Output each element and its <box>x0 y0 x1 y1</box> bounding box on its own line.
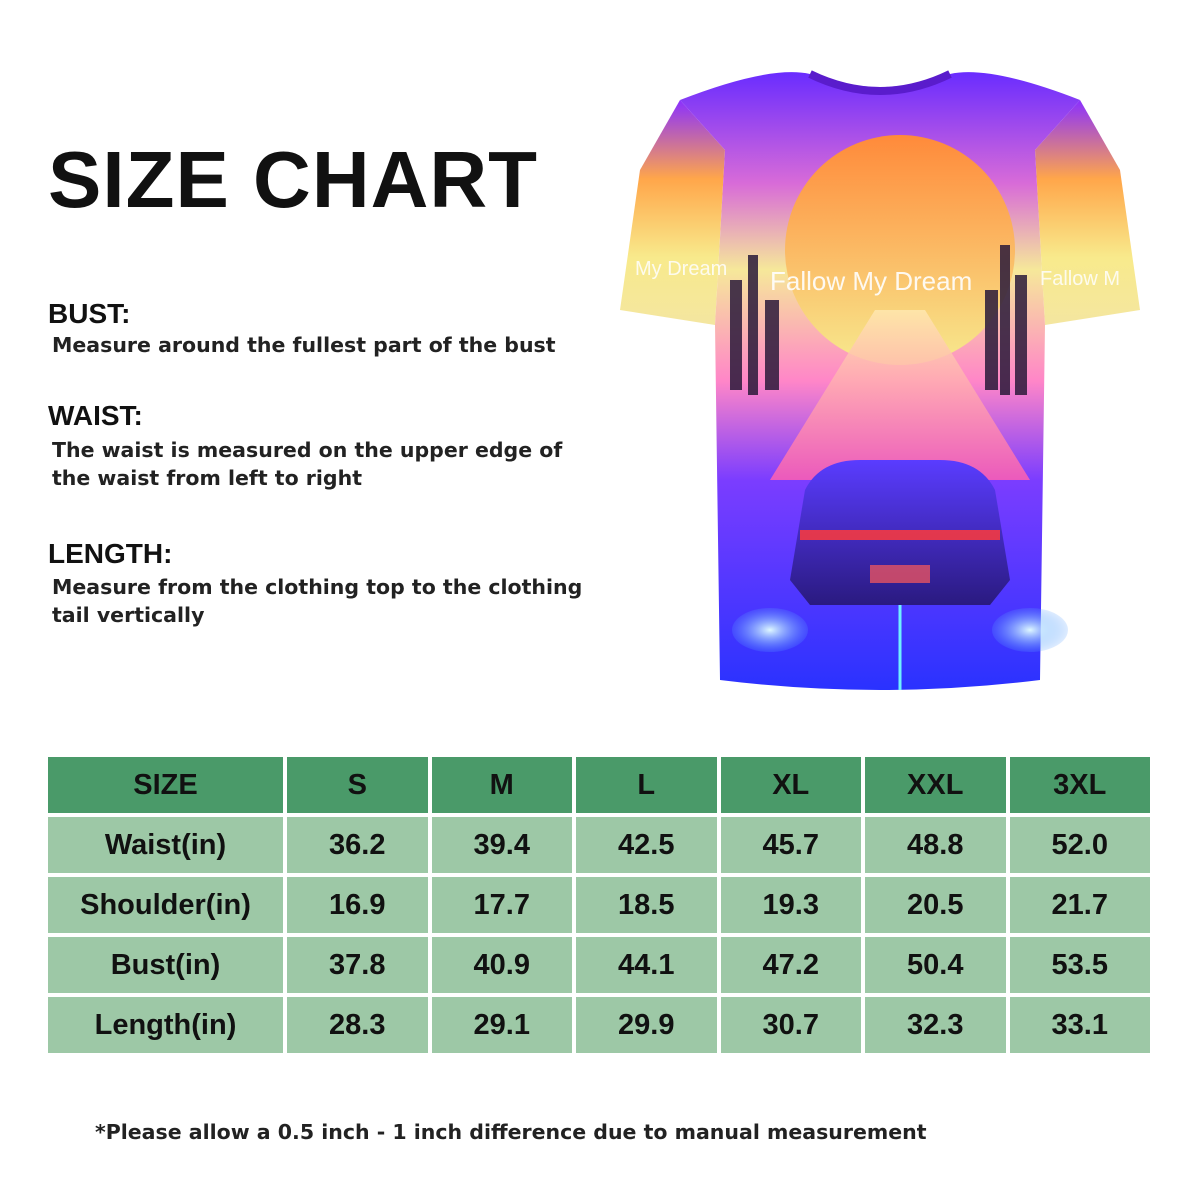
row-label-bust: Bust(in) <box>48 937 283 993</box>
table-cell: 17.7 <box>432 877 573 933</box>
table-cell: 28.3 <box>287 997 428 1053</box>
waist-description <box>52 436 612 492</box>
table-cell: 16.9 <box>287 877 428 933</box>
table-cell: 52.0 <box>1010 817 1151 873</box>
header-cell-size: SIZE <box>48 757 283 813</box>
waist-description-line-1: The waist is measured on the upper edge of <box>52 438 563 462</box>
header-cell-3xl: 3XL <box>1010 757 1151 813</box>
page-title: SIZE CHART <box>48 135 538 224</box>
table-cell: 20.5 <box>865 877 1006 933</box>
right-sleeve-text: Fallow M <box>1040 268 1121 290</box>
waist-heading: WAIST: <box>48 400 143 431</box>
header-cell-xl: XL <box>721 757 862 813</box>
table-cell: 40.9 <box>432 937 573 993</box>
waist-description-line-2: the waist from left to right <box>52 466 362 490</box>
table-cell: 36.2 <box>287 817 428 873</box>
table-cell: 18.5 <box>576 877 717 933</box>
table-cell: 50.4 <box>865 937 1006 993</box>
size-table <box>48 757 1150 1053</box>
table-cell: 21.7 <box>1010 877 1151 933</box>
row-label-length: Length(in) <box>48 997 283 1053</box>
left-sleeve-text: My Dream <box>635 258 728 280</box>
table-cell: 44.1 <box>576 937 717 993</box>
table-cell: 53.5 <box>1010 937 1151 993</box>
table-cell: 33.1 <box>1010 997 1151 1053</box>
left-sleeve <box>620 100 728 325</box>
shirt-print-text: Fallow My Dream <box>770 266 973 296</box>
bust-heading: BUST: <box>48 298 131 329</box>
bust-description-line: Measure around the fullest part of the bust <box>52 333 556 357</box>
table-cell: 47.2 <box>721 937 862 993</box>
row-label-waist: Waist(in) <box>48 817 283 873</box>
header-cell-l: L <box>576 757 717 813</box>
table-cell: 39.4 <box>432 817 573 873</box>
table-cell: 48.8 <box>865 817 1006 873</box>
length-description-line-1: Measure from the clothing top to the clothing <box>52 575 583 599</box>
row-label-shoulder: Shoulder(in) <box>48 877 283 933</box>
table-cell: 19.3 <box>721 877 862 933</box>
header-cell-m: M <box>432 757 573 813</box>
table-cell: 45.7 <box>721 817 862 873</box>
table-cell: 42.5 <box>576 817 717 873</box>
header-cell-xxl: XXL <box>865 757 1006 813</box>
tshirt-image <box>620 60 1140 700</box>
header-cell-s: S <box>287 757 428 813</box>
measurement-note: *Please allow a 0.5 inch - 1 inch difference due to manual measurement <box>95 1120 927 1144</box>
table-cell: 30.7 <box>721 997 862 1053</box>
table-cell: 29.1 <box>432 997 573 1053</box>
right-sleeve <box>1035 100 1140 325</box>
length-description <box>52 573 612 629</box>
table-cell: 29.9 <box>576 997 717 1053</box>
table-cell: 32.3 <box>865 997 1006 1053</box>
table-cell: 37.8 <box>287 937 428 993</box>
length-heading: LENGTH: <box>48 538 173 569</box>
length-description-line-2: tail vertically <box>52 603 205 627</box>
bust-description <box>52 331 612 359</box>
